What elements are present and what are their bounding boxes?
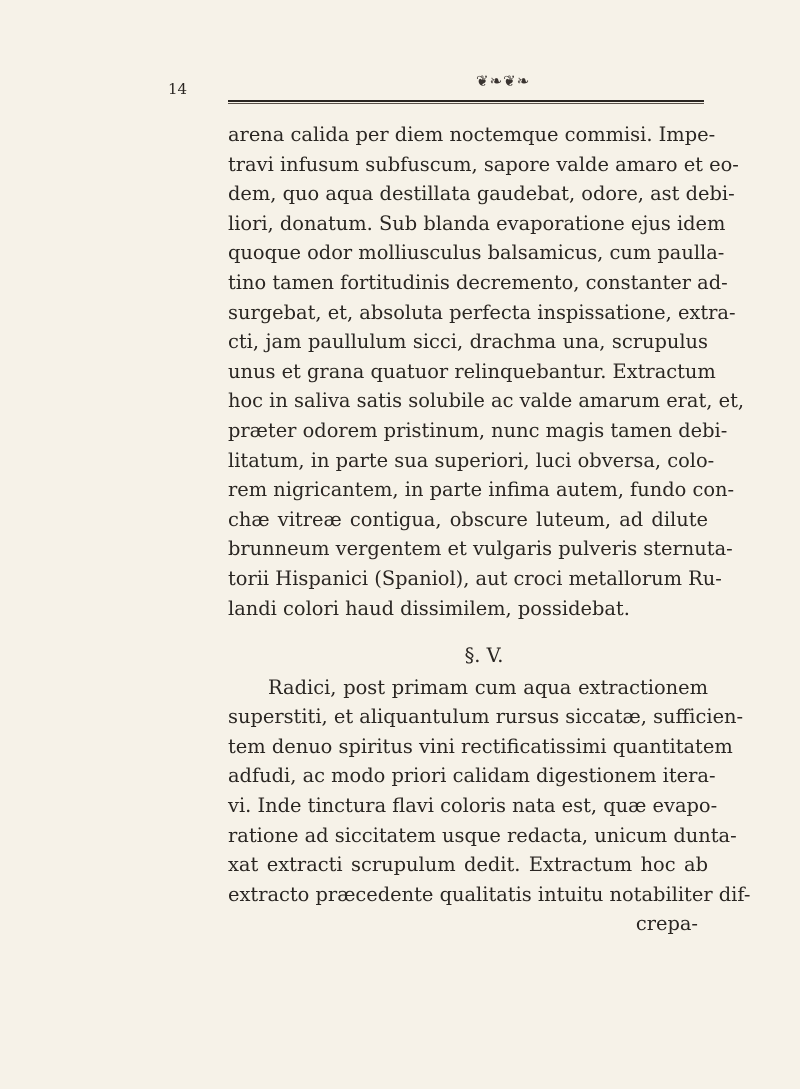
body-text [228,120,751,939]
text-line: extracto præcedente qualitatis intuitu notabiliter dif- [228,882,751,906]
header-ornament: ❦❧❦❧ [476,72,531,90]
text-line: travi infusum subfuscum, sapore valde amaro et eo- [228,152,739,176]
text-line: liori, donatum. Sub blanda evaporatione ejus idem [228,211,726,235]
page-number: 14 [168,80,188,98]
text-line: arena calida per diem noctemque commisi. Impe- [228,123,716,146]
paragraph-1 [228,120,745,623]
text-line: quoque odor molliusculus balsamicus, cum paulla- [228,241,725,265]
text-line: hoc in saliva satis solubile ac valde amarum erat, et, [228,389,745,413]
section-heading: §. V. [464,644,504,668]
text-line: vi. Inde tinctura flavi coloris nata est, quæ evapo- [228,794,718,818]
text-line: superstiti, et aliquantulum rursus siccatæ, sufficien- [228,705,744,729]
text-line: unus et grana quatuor relinquebantur. Extractum [228,359,716,383]
text-line: surgebat, et, absoluta perfecta inspissatione, extra- [228,300,736,324]
text-line: dem, quo aqua destillata gaudebat, odore, ast debi- [228,182,735,206]
text-line: tino tamen fortitudinis decremento, constanter ad- [228,270,728,294]
text-line: cti, jam paullulum sicci, drachma una, scrupulus [228,330,708,354]
text-line: landi colori haud dissimilem, possidebat. [228,596,630,620]
text-line: adfudi, ac modo priori calidam digestionem itera- [228,764,716,788]
text-line: rem nigricantem, in parte infima autem, fundo con- [228,478,735,502]
header-rule [228,100,704,104]
text-line: chæ vitreæ contigua, obscure luteum, ad dilute [228,507,708,531]
catchword: crepa- [635,912,698,936]
text-line: torii Hispanici (Spaniol), aut croci metallorum Ru- [228,566,722,590]
text-line: ratione ad siccitatem usque redacta, unicum dunta- [228,823,737,847]
text-line: Radici, post primam cum aqua extractionem [268,675,708,699]
text-line: litatum, in parte sua superiori, luci obversa, colo- [228,448,715,472]
text-line: præter odorem pristinum, nunc magis tamen debi- [228,418,728,442]
text-line: tem denuo spiritus vini rectificatissimi quantitatem [228,734,733,758]
paragraph-2 [228,673,751,910]
text-line: xat extracti scrupulum dedit. Extractum hoc ab [228,853,708,877]
text-line: brunneum vergentem et vulgaris pulveris sternuta- [228,537,733,561]
